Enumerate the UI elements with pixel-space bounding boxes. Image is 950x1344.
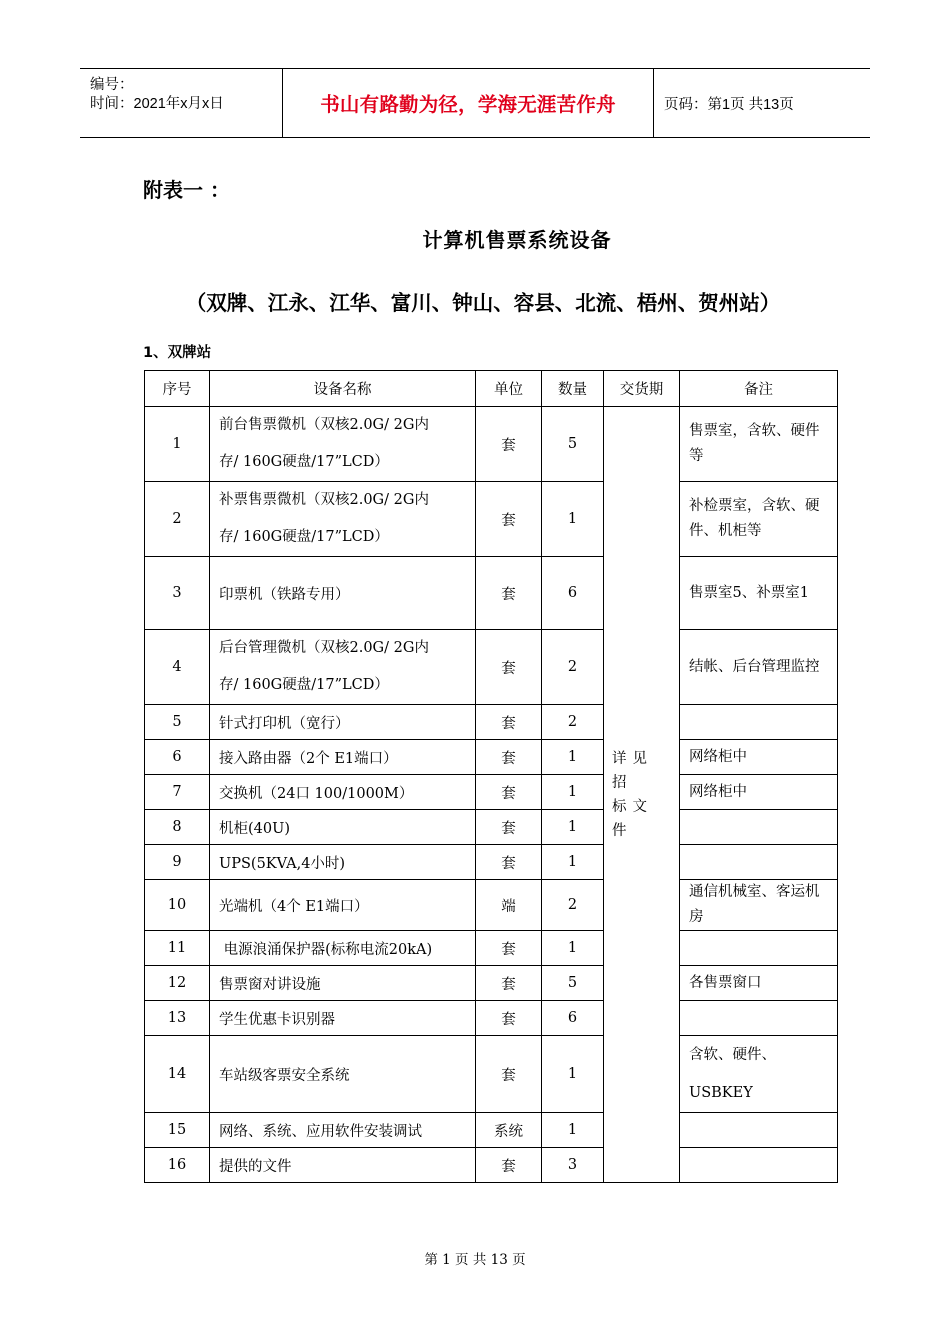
table-row: [145, 705, 838, 740]
row-no: 16: [145, 1148, 210, 1183]
header-unit: 单位: [476, 371, 542, 407]
row-qty: 1: [542, 810, 604, 845]
page-footer: 第 1 页 共 13 页: [424, 1252, 526, 1268]
row-qty: 6: [542, 557, 604, 630]
table-row: [145, 1113, 838, 1148]
row-no: 1: [145, 407, 210, 482]
row-unit: 套: [476, 407, 542, 482]
table-header-row: [145, 371, 838, 407]
header-qty: 数量: [542, 371, 604, 407]
table-row: [145, 845, 838, 880]
row-name: 补票售票微机（双核2.0G/ 2G内 存/ 160G硬盘/17”LCD）: [210, 482, 476, 557]
appendix-label: 附表一 ：: [143, 178, 230, 202]
row-qty: 2: [542, 630, 604, 705]
section-title: 1、双牌站: [143, 345, 212, 361]
row-note: 售票室，含软、硬件等: [680, 407, 838, 482]
row-note: 含软、硬件、USBKEY: [680, 1036, 838, 1113]
table-row: [145, 1148, 838, 1183]
table-row: [145, 407, 838, 482]
row-no: 2: [145, 482, 210, 557]
row-note: 网络柜中: [680, 740, 838, 775]
row-name: 前台售票微机（双核2.0G/ 2G内 存/ 160G硬盘/17”LCD）: [210, 407, 476, 482]
row-note: 各售票窗口: [680, 966, 838, 1001]
row-name: 学生优惠卡识别器: [210, 1001, 476, 1036]
row-note: [680, 1001, 838, 1036]
row-qty: 1: [542, 1036, 604, 1113]
header-no: 序号: [145, 371, 210, 407]
row-name: 售票窗对讲设施: [210, 966, 476, 1001]
row-name: 交换机（24口 100/1000M）: [210, 775, 476, 810]
row-unit: 套: [476, 845, 542, 880]
row-name: 印票机（铁路专用）: [210, 557, 476, 630]
row-name: 接入路由器（2个 E1端口）: [210, 740, 476, 775]
delivery-cell: 详见招 标文件: [604, 407, 680, 1183]
document-header: [80, 68, 870, 138]
row-name: 后台管理微机（双核2.0G/ 2G内 存/ 160G硬盘/17”LCD）: [210, 630, 476, 705]
row-name: 电源浪涌保护器(标称电流20kA): [210, 931, 476, 966]
row-name: UPS(5KVA,4小时): [210, 845, 476, 880]
row-qty: 2: [542, 880, 604, 931]
row-name: 机柜(40U): [210, 810, 476, 845]
header-delivery: 交货期: [604, 371, 680, 407]
row-qty: 5: [542, 407, 604, 482]
row-name: 针式打印机（宽行）: [210, 705, 476, 740]
row-unit: 套: [476, 775, 542, 810]
row-name: 车站级客票安全系统: [210, 1036, 476, 1113]
document-title: 计算机售票系统设备: [422, 228, 612, 252]
row-unit: 套: [476, 482, 542, 557]
row-qty: 1: [542, 740, 604, 775]
row-no: 11: [145, 931, 210, 966]
row-unit: 套: [476, 1148, 542, 1183]
table-row: [145, 931, 838, 966]
row-qty: 1: [542, 775, 604, 810]
row-qty: 3: [542, 1148, 604, 1183]
row-note: 补检票室，含软、硬件、机柜等: [680, 482, 838, 557]
table-row: [145, 775, 838, 810]
table-row: [145, 1036, 838, 1113]
row-unit: 套: [476, 1036, 542, 1113]
row-unit: 套: [476, 557, 542, 630]
row-note: 售票室5、补票室1: [680, 557, 838, 630]
table-row: [145, 740, 838, 775]
row-no: 6: [145, 740, 210, 775]
table-row: [145, 880, 838, 931]
row-no: 9: [145, 845, 210, 880]
row-unit: 套: [476, 810, 542, 845]
row-note: [680, 931, 838, 966]
header-name: 设备名称: [210, 371, 476, 407]
row-unit: 套: [476, 966, 542, 1001]
row-no: 4: [145, 630, 210, 705]
row-unit: 套: [476, 931, 542, 966]
row-unit: 系统: [476, 1113, 542, 1148]
row-qty: 1: [542, 931, 604, 966]
row-no: 8: [145, 810, 210, 845]
row-note: [680, 845, 838, 880]
row-unit: 套: [476, 630, 542, 705]
table-row: [145, 966, 838, 1001]
row-no: 12: [145, 966, 210, 1001]
table-row: [145, 482, 838, 557]
header-motto: 书山有路勤为径，学海无涯苦作舟: [283, 69, 654, 137]
row-note: [680, 810, 838, 845]
row-note: [680, 1113, 838, 1148]
header-page-info: 页码：第1页 共13页: [664, 97, 794, 113]
row-no: 10: [145, 880, 210, 931]
row-qty: 1: [542, 1113, 604, 1148]
row-note: [680, 1148, 838, 1183]
time-label: 时间：2021年x月x日: [90, 96, 224, 112]
row-unit: 套: [476, 740, 542, 775]
row-note: 结帐、后台管理监控: [680, 630, 838, 705]
row-qty: 1: [542, 482, 604, 557]
row-no: 15: [145, 1113, 210, 1148]
table-row: [145, 1001, 838, 1036]
row-unit: 套: [476, 705, 542, 740]
row-name: 网络、系统、应用软件安装调试: [210, 1113, 476, 1148]
code-label: 编号：: [90, 77, 134, 93]
row-unit: 套: [476, 1001, 542, 1036]
header-note: 备注: [680, 371, 838, 407]
equipment-table: [144, 370, 838, 1183]
row-no: 7: [145, 775, 210, 810]
row-unit: 端: [476, 880, 542, 931]
row-name: 提供的文件: [210, 1148, 476, 1183]
row-qty: 5: [542, 966, 604, 1001]
row-qty: 6: [542, 1001, 604, 1036]
document-subtitle: （双牌、江永、江华、富川、钟山、容县、北流、梧州、贺州站）: [185, 291, 781, 315]
table-row: [145, 810, 838, 845]
table-row: [145, 557, 838, 630]
row-qty: 1: [542, 845, 604, 880]
row-name: 光端机（4个 E1端口）: [210, 880, 476, 931]
row-note: [680, 705, 838, 740]
row-no: 5: [145, 705, 210, 740]
row-no: 3: [145, 557, 210, 630]
row-no: 13: [145, 1001, 210, 1036]
row-note: 网络柜中: [680, 775, 838, 810]
row-qty: 2: [542, 705, 604, 740]
header-meta: [80, 69, 283, 137]
row-note: 通信机械室、客运机房: [680, 880, 838, 931]
row-no: 14: [145, 1036, 210, 1113]
table-row: [145, 630, 838, 705]
